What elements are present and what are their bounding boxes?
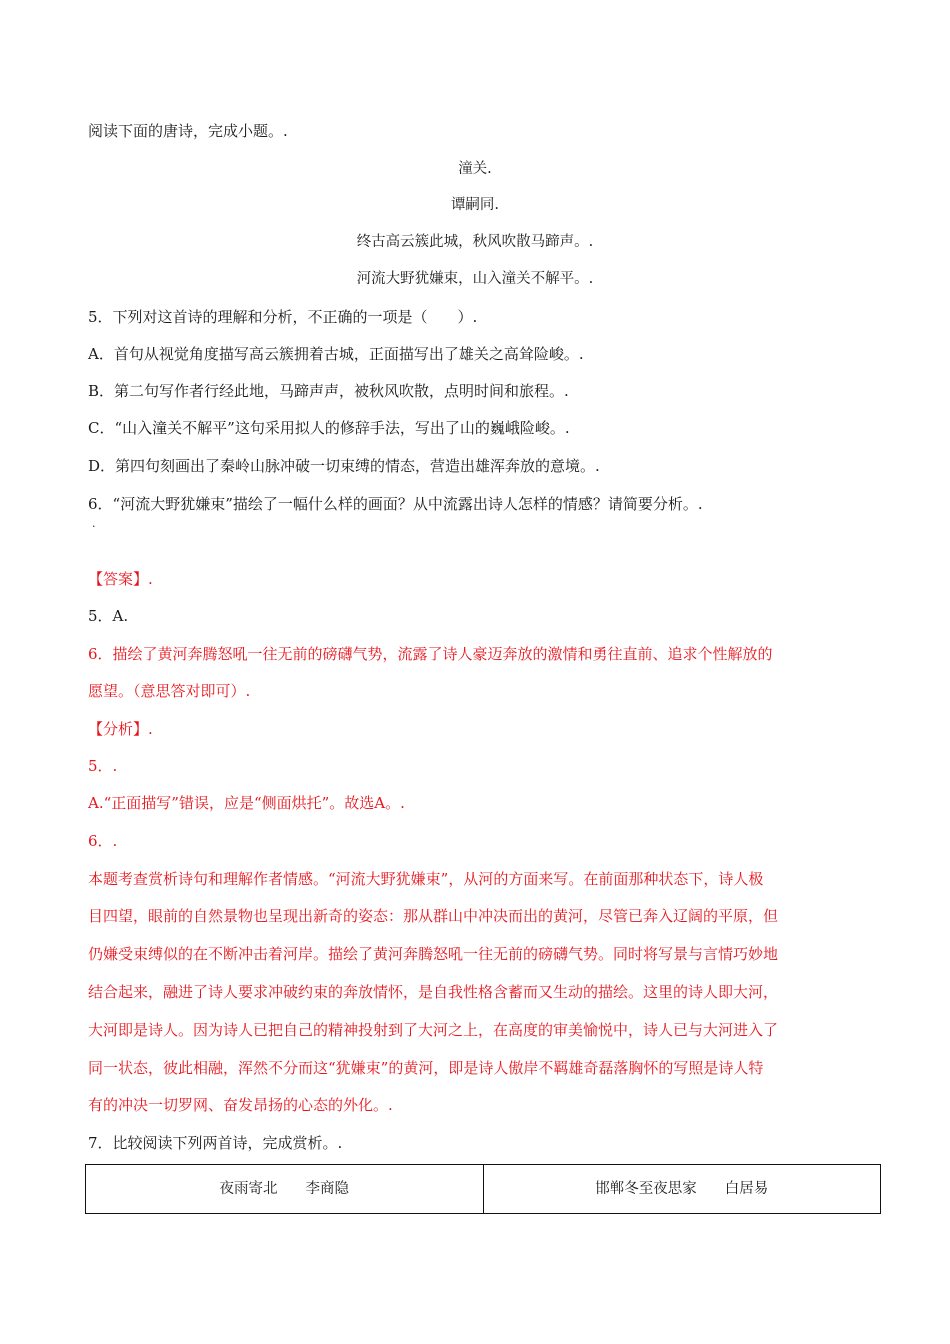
left-poem-author: 李商隐 — [305, 1180, 349, 1197]
poem-author: 谭嗣同. — [450, 197, 500, 213]
analysis-5-number: 5．. — [88, 757, 118, 775]
analysis-6-line-1: 本题考查赏析诗句和理解作者情感。“河流大野犹嫌束”，从河的方面来写。在前面那种状态下，诗人极 — [88, 870, 764, 888]
analysis-6-line-2: 目四望，眼前的自然景物也呈现出新奇的姿态：那从群山中冲决而出的黄河，尽管已奔入辽阔的平原，但 — [88, 907, 779, 925]
answer-5: 5．A. — [88, 607, 129, 625]
answer-6-line-2: 愿望。（意思答对即可）. — [88, 682, 251, 700]
question-5-option-b: B．第二句写作者行经此地，马蹄声声，被秋风吹散，点明时间和旅程。. — [88, 382, 569, 400]
analysis-6-line-3: 仍嫌受束缚似的在不断冲击着河岸。描绘了黄河奔腾怒吼一往无前的磅礴气势。同时将写景与言情巧妙地 — [88, 945, 779, 963]
question-5-option-a: A．首句从视觉角度描写高云簇拥着古城，正面描写出了雄关之高耸险峻。. — [88, 345, 584, 363]
question-7-stem: 7．比较阅读下列两首诗，完成赏析。. — [88, 1134, 343, 1152]
analysis-6-line-5: 大河即是诗人。因为诗人已把自己的精神投射到了大河之上，在高度的审美愉悦中，诗人已与大河进入了 — [88, 1021, 779, 1039]
question-5-option-d: D．第四句刻画出了秦岭山脉冲破一切束缚的情态，营造出雄浑奔放的意境。. — [88, 457, 600, 475]
right-poem-author: 白居易 — [724, 1180, 769, 1197]
analysis-5-text: A.“正面描写”错误，应是“侧面烘托”。故选A。. — [88, 794, 405, 812]
intro-text: 阅读下面的唐诗，完成小题。. — [88, 122, 288, 140]
analysis-6-line-6: 同一状态，彼此相融，浑然不分而这“犹嫌束”的黄河，即是诗人傲岸不羁雄奇磊落胸怀的写照是诗人特 — [88, 1059, 764, 1077]
question-5-option-c: C．“山入潼关不解平”这句采用拟人的修辞手法，写出了山的巍峨险峻。. — [88, 419, 570, 437]
analysis-6-line-4: 结合起来，融进了诗人要求冲破约束的奔放情怀，是自我性格含蓄而又生动的描绘。这里的诗人即大河， — [88, 983, 779, 1001]
poem-comparison-table — [85, 1164, 881, 1214]
left-poem-title: 夜雨寄北 — [219, 1180, 278, 1197]
poem-line-2: 河流大野犹嫌束，山入潼关不解平。. — [356, 271, 594, 287]
analysis-heading: 【分析】. — [88, 720, 153, 738]
question-6-mark: . — [92, 517, 96, 530]
answer-heading: 【答案】. — [88, 570, 153, 588]
analysis-6-line-7: 有的冲决一切罗网、奋发昂扬的心态的外化。. — [88, 1096, 393, 1114]
poem-title: 潼关. — [458, 161, 492, 177]
right-poem-cell — [483, 1165, 881, 1213]
answer-6-line-1: 6．描绘了黄河奔腾怒吼一往无前的磅礴气势，流露了诗人豪迈奔放的激情和勇往直前、追求个性解放的 — [88, 645, 773, 663]
right-poem-title: 邯郸冬至夜思家 — [595, 1180, 697, 1197]
question-6-stem: 6．“河流大野犹嫌束”描绘了一幅什么样的画面？从中流露出诗人怎样的情感？请简要分析。. — [88, 495, 703, 513]
left-poem-cell — [86, 1165, 483, 1213]
poem-line-1: 终古高云簇此城，秋风吹散马蹄声。. — [356, 234, 594, 250]
analysis-6-number: 6．. — [88, 832, 118, 850]
question-5-stem: 5．下列对这首诗的理解和分析，不正确的一项是（ ）. — [88, 308, 478, 326]
